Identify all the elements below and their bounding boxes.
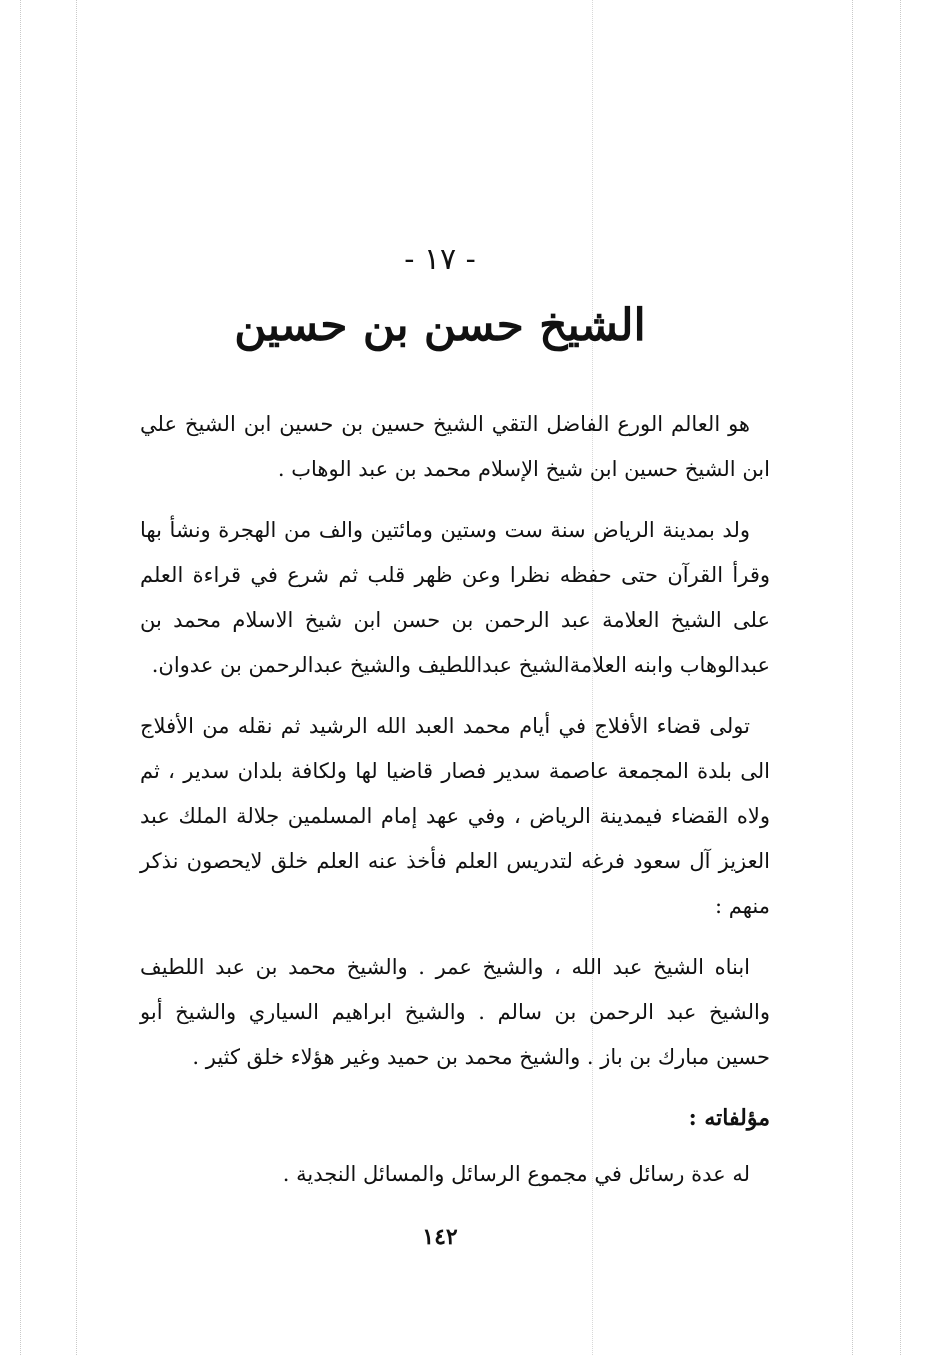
scan-artifact-line	[76, 0, 77, 1355]
paragraph-judiciary: تولى قضاء الأفلاج في أيام محمد العبد الله الرشيد ثم نقله من الأفلاج الى بلدة المجمعة عاصمة سدير فصار قاضيا لها ولكافة بلدان سدير ، ثم ولاه القضاء فيمدينة الرياض ، وفي عهد إمام المسلمين جلالة الملك عبد العزيز آل سعود فرغه لتدريس العلم فأخذ عنه العلم خلق لايحصون نذكر منهم :	[140, 714, 770, 918]
paragraph-students: ابناه الشيخ عبد الله ، والشيخ عمر . والشيخ محمد بن عبد اللطيف والشيخ عبد الرحمن بن سالم . والشيخ ابراهيم السياري والشيخ أبو حسين مبارك بن باز . والشيخ محمد بن حميد وغير هؤلاء خلق كثير .	[140, 955, 770, 1069]
page-title: الشيخ حسن بن حسين	[234, 300, 646, 351]
scan-artifact-line	[852, 0, 853, 1355]
scan-artifact-line	[20, 0, 21, 1355]
paragraph-lineage: هو العالم الورع الفاضل التقي الشيخ حسين بن حسين ابن الشيخ علي ابن الشيخ حسين ابن شيخ الإسلام محمد بن عبد الوهاب .	[140, 412, 770, 481]
works-heading: مؤلفاته :	[688, 1105, 770, 1131]
page-content	[140, 240, 770, 1255]
page-number: ١٤٢	[422, 1224, 458, 1250]
works-text: له عدة رسائل في مجموع الرسائل والمسائل النجدية .	[282, 1162, 750, 1186]
entry-number: - ١٧ -	[404, 242, 476, 277]
scan-artifact-line	[900, 0, 901, 1355]
paragraph-birth-education: ولد بمدينة الرياض سنة ست وستين ومائتين والف من الهجرة ونشأ بها وقرأ القرآن حتى حفظه نظرا وعن ظهر قلب ثم شرع في قراءة العلم على الشيخ العلامة عبد الرحمن بن حسن ابن شيخ الاسلام محمد بن عبدالوهاب وابنه العلامةالشيخ عبداللطيف والشيخ عبدالرحمن بن عدوان.	[140, 518, 770, 677]
